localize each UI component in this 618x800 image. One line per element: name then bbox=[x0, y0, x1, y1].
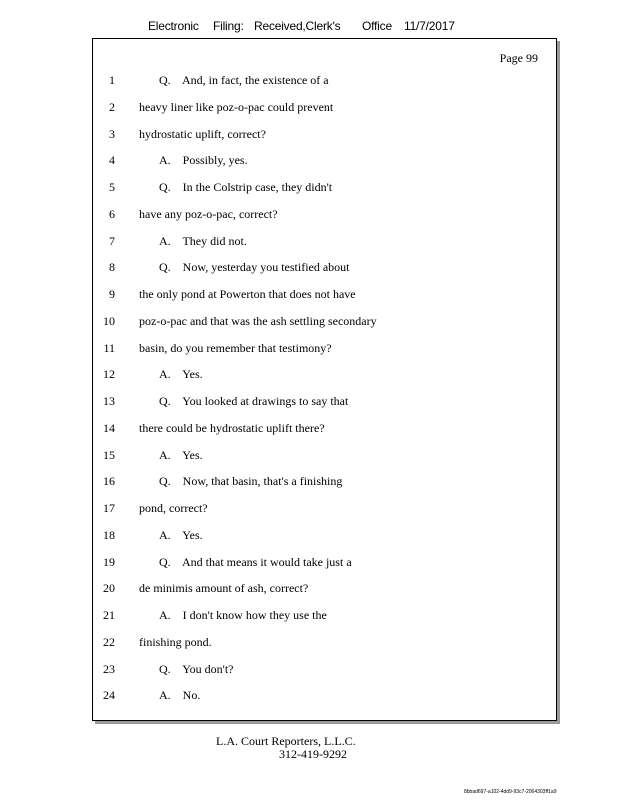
line-text: hydrostatic uplift, correct? bbox=[139, 126, 266, 141]
transcript-line bbox=[93, 231, 556, 251]
line-number: 3 bbox=[109, 126, 115, 141]
transcript-line bbox=[93, 578, 556, 598]
transcript-line bbox=[93, 338, 556, 358]
line-number: 20 bbox=[103, 581, 115, 596]
page-number: Page 99 bbox=[499, 51, 538, 65]
transcript-line bbox=[93, 150, 556, 170]
line-text: heavy liner like poz-o-pac could prevent bbox=[139, 99, 334, 114]
transcript-line bbox=[93, 364, 556, 384]
line-number: 4 bbox=[109, 153, 115, 168]
line-number: 1 bbox=[109, 73, 115, 87]
line-text: there could be hydrostatic uplift there? bbox=[139, 420, 325, 435]
document-hash: 8bbad697-a102-4dd9-93c7-2064303ff1a9 bbox=[464, 789, 557, 795]
transcript-line bbox=[93, 124, 556, 144]
line-number: 21 bbox=[103, 608, 115, 622]
filing-stamp-electronic: Electronic bbox=[148, 19, 199, 33]
line-text: poz-o-pac and that was the ash settling secondary bbox=[139, 313, 377, 328]
line-text: A. I don't know how they use the bbox=[159, 608, 327, 622]
line-text: A. Yes. bbox=[159, 527, 203, 542]
line-text: have any poz-o-pac, correct? bbox=[139, 206, 278, 221]
line-text: Q. Now, yesterday you testified about bbox=[159, 260, 350, 275]
line-text: Q. And, in fact, the existence of a bbox=[159, 73, 329, 87]
transcript-line bbox=[93, 632, 556, 652]
line-number: 24 bbox=[103, 688, 115, 703]
transcript-line bbox=[93, 525, 556, 545]
line-text: A. Yes. bbox=[159, 367, 203, 382]
line-number: 9 bbox=[109, 287, 115, 301]
line-number: 14 bbox=[103, 420, 115, 435]
transcript-line bbox=[93, 498, 556, 518]
line-text: Q. And that means it would take just a bbox=[159, 554, 352, 569]
transcript-line bbox=[93, 605, 556, 625]
line-text: A. Yes. bbox=[159, 447, 203, 462]
line-number: 2 bbox=[109, 99, 115, 114]
transcript-line bbox=[93, 552, 556, 572]
transcript-line bbox=[93, 445, 556, 465]
filing-stamp-received: Received,Clerk's bbox=[254, 19, 341, 33]
line-text: de minimis amount of ash, correct? bbox=[139, 581, 309, 596]
line-number: 6 bbox=[109, 206, 115, 221]
transcript-line bbox=[93, 204, 556, 224]
transcript-line bbox=[93, 257, 556, 277]
transcript-line bbox=[93, 418, 556, 438]
line-number: 5 bbox=[109, 180, 115, 194]
transcript-line bbox=[93, 391, 556, 411]
line-number: 17 bbox=[103, 501, 115, 515]
transcript-line bbox=[93, 70, 556, 90]
line-text: Q. You don't? bbox=[159, 661, 234, 676]
line-number: 11 bbox=[103, 340, 115, 355]
filing-stamp-office: Office bbox=[362, 19, 392, 33]
transcript-line bbox=[93, 284, 556, 304]
footer-firm-name: L.A. Court Reporters, L.L.C. bbox=[216, 734, 356, 748]
footer-phone: 312-419-9292 bbox=[279, 747, 347, 761]
transcript-line bbox=[93, 659, 556, 679]
line-text: A. No. bbox=[159, 688, 201, 703]
transcript-line bbox=[93, 97, 556, 117]
line-text: A. They did not. bbox=[159, 233, 247, 248]
line-text: Q. You looked at drawings to say that bbox=[159, 394, 349, 408]
line-number: 12 bbox=[103, 367, 115, 382]
line-text: Q. In the Colstrip case, they didn't bbox=[159, 180, 333, 194]
transcript-line bbox=[93, 471, 556, 491]
line-text: the only pond at Powerton that does not have bbox=[139, 287, 356, 301]
line-number: 13 bbox=[103, 394, 115, 408]
line-text: basin, do you remember that testimony? bbox=[139, 340, 332, 355]
transcript-line bbox=[93, 311, 556, 331]
line-number: 8 bbox=[109, 260, 115, 275]
line-number: 7 bbox=[109, 233, 115, 248]
line-number: 23 bbox=[103, 661, 115, 676]
filing-stamp-date: 11/7/2017 bbox=[404, 19, 455, 33]
filing-stamp-filing: Filing: bbox=[213, 19, 244, 33]
line-text: A. Possibly, yes. bbox=[159, 153, 248, 168]
transcript-line bbox=[93, 177, 556, 197]
line-number: 15 bbox=[103, 447, 115, 462]
line-text: Q. Now, that basin, that's a finishing bbox=[159, 474, 343, 489]
line-number: 18 bbox=[103, 527, 115, 542]
line-text: finishing pond. bbox=[139, 634, 212, 649]
transcript-line bbox=[93, 685, 556, 705]
transcript-page bbox=[92, 38, 557, 721]
line-text: pond, correct? bbox=[139, 501, 208, 515]
line-number: 22 bbox=[103, 634, 115, 649]
line-number: 16 bbox=[103, 474, 115, 489]
line-number: 10 bbox=[103, 313, 115, 328]
line-number: 19 bbox=[103, 554, 115, 569]
